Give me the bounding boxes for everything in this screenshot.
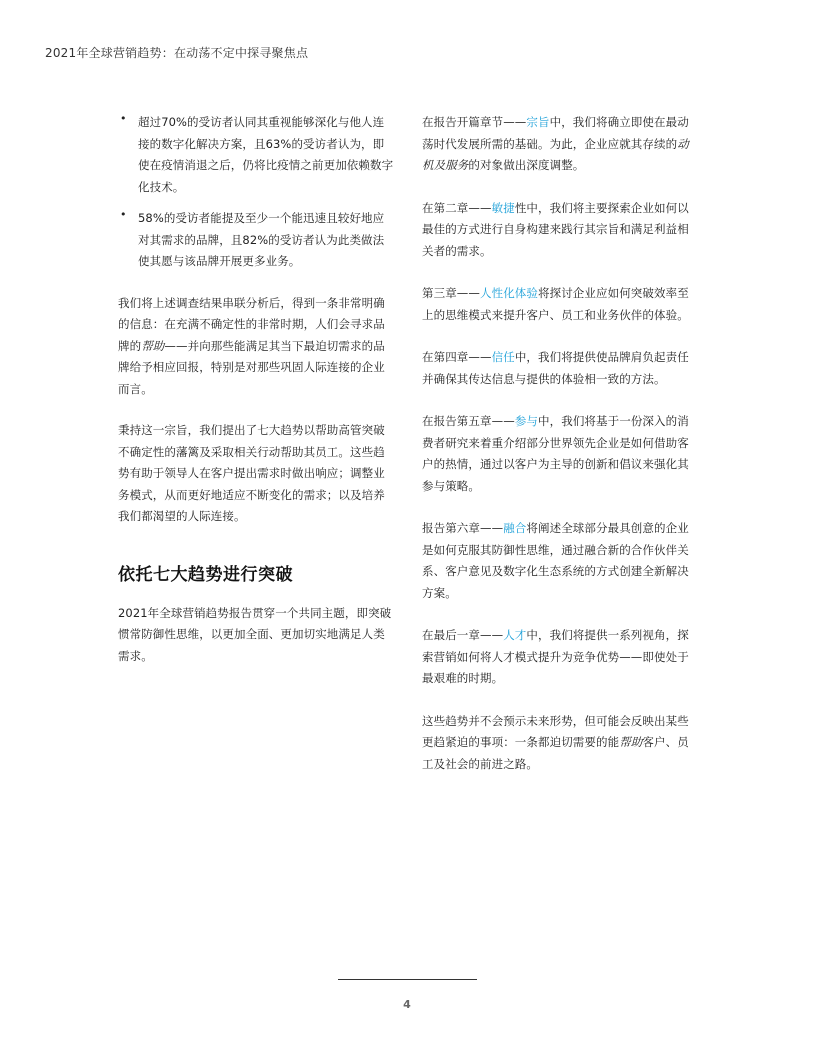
chapter-link-talent[interactable]: 人才 <box>503 628 527 642</box>
left-column <box>118 112 395 667</box>
list-item <box>118 208 395 273</box>
bullet-dot-icon: • <box>120 208 127 221</box>
chapter-paragraph: 在最后一章——人才中，我们将提供一系列视角，探索营销如何将人才模式提升为竞争优势——即使处于最艰难的时期。 <box>422 628 689 685</box>
chapter-paragraph: 在第四章——信任中，我们将提供使品牌肩负起责任并确保其传达信息与提供的体验相一致的方法。 <box>422 350 689 386</box>
chapter-paragraph: 在第二章——敏捷性中，我们将主要探索企业如何以最佳的方式进行自身构建来践行其宗旨和满足利益相关者的需求。 <box>422 200 689 258</box>
paragraph-trends: 秉持这一宗旨，我们提出了七大趋势以帮助高管突破不确定性的藩篱及采取相关行动帮助其员工。这些趋势有助于领导人在客户提出需求时做出响应；调整业务模式，从而更好地适应不断变化的需求；以及培养我们都渴望的人际连接。 <box>118 423 385 523</box>
closing-paragraph: 这些趋势并不会预示未来形势，但可能会反映出某些更趋紧迫的事项：一条都迫切需要的能帮助客户、员工及社会的前进之路。 <box>422 713 689 771</box>
section-heading: 依托七大趋势进行突破 <box>118 564 293 585</box>
bullet-dot-icon: • <box>120 112 127 125</box>
chapter-paragraph: 在报告开篇章节——宗旨中，我们将确立即使在最动荡时代发展所需的基础。为此，企业应就其存续的动机及服务的对象做出深度调整。 <box>422 115 689 172</box>
running-header: 2021年全球营销趋势：在动荡不定中探寻聚焦点 <box>45 46 309 60</box>
chapter-paragraph: 报告第六章——融合将阐述全球部分最具创意的企业是如何克服其防御性思维，通过融合新的合作伙伴关系、客户意见及数字化生态系统的方式创建全新解决方案。 <box>422 521 689 600</box>
page-number: 4 <box>403 998 411 1011</box>
chapter-link-participation[interactable]: 参与 <box>514 414 539 428</box>
chapter-paragraph: 在报告第五章——参与中，我们将基于一份深入的消费者研究来着重介绍部分世界领先企业是如何借助客户的热情，通过以客户为主导的创新和倡议来强化其参与策略。 <box>422 414 689 493</box>
footer-divider <box>338 979 477 980</box>
chapter-link-trust[interactable]: 信任 <box>491 350 515 364</box>
paragraph-findings: 我们将上述调查结果串联分析后，得到一条非常明确的信息：在充满不确定性的非常时期，人们会寻求品牌的帮助——并向那些能满足其当下最迫切需求的品牌给予相应回报，特别是对那些巩固人际连接的企业而言。 <box>118 295 385 396</box>
chapter-link-fusion[interactable]: 融合 <box>503 521 527 535</box>
bullet-text: 58%的受访者能提及至少一个能迅速且较好地应对其需求的品牌，且82%的受访者认为此类做法使其愿与该品牌开展更多业务。 <box>138 211 385 268</box>
paragraph-theme: 2021年全球营销趋势报告贯穿一个共同主题，即突破惯常防御性思维，以更加全面、更加切实地满足人类需求。 <box>118 605 392 663</box>
emphasis-text: 帮助 <box>141 338 165 353</box>
chapter-link-human-experience[interactable]: 人性化体验 <box>480 286 538 300</box>
emphasis-text: 帮助 <box>619 735 643 749</box>
bullet-text: 超过70%的受访者认同其重视能够深化与他人连接的数字化解决方案，且63%的受访者认为，即使在疫情消退之后，仍将比疫情之前更加依赖数字化技术。 <box>138 115 394 194</box>
right-column <box>422 112 698 775</box>
chapter-paragraph: 第三章——人性化体验将探讨企业应如何突破效率至上的思维模式来提升客户、员工和业务伙伴的体验。 <box>422 286 689 322</box>
chapter-link-purpose[interactable]: 宗旨 <box>526 115 550 129</box>
chapter-link-agility[interactable]: 敏捷 <box>491 200 515 215</box>
emphasis-text: 动机及服务 <box>422 136 689 172</box>
bullet-list <box>118 112 395 273</box>
list-item <box>118 112 395 198</box>
